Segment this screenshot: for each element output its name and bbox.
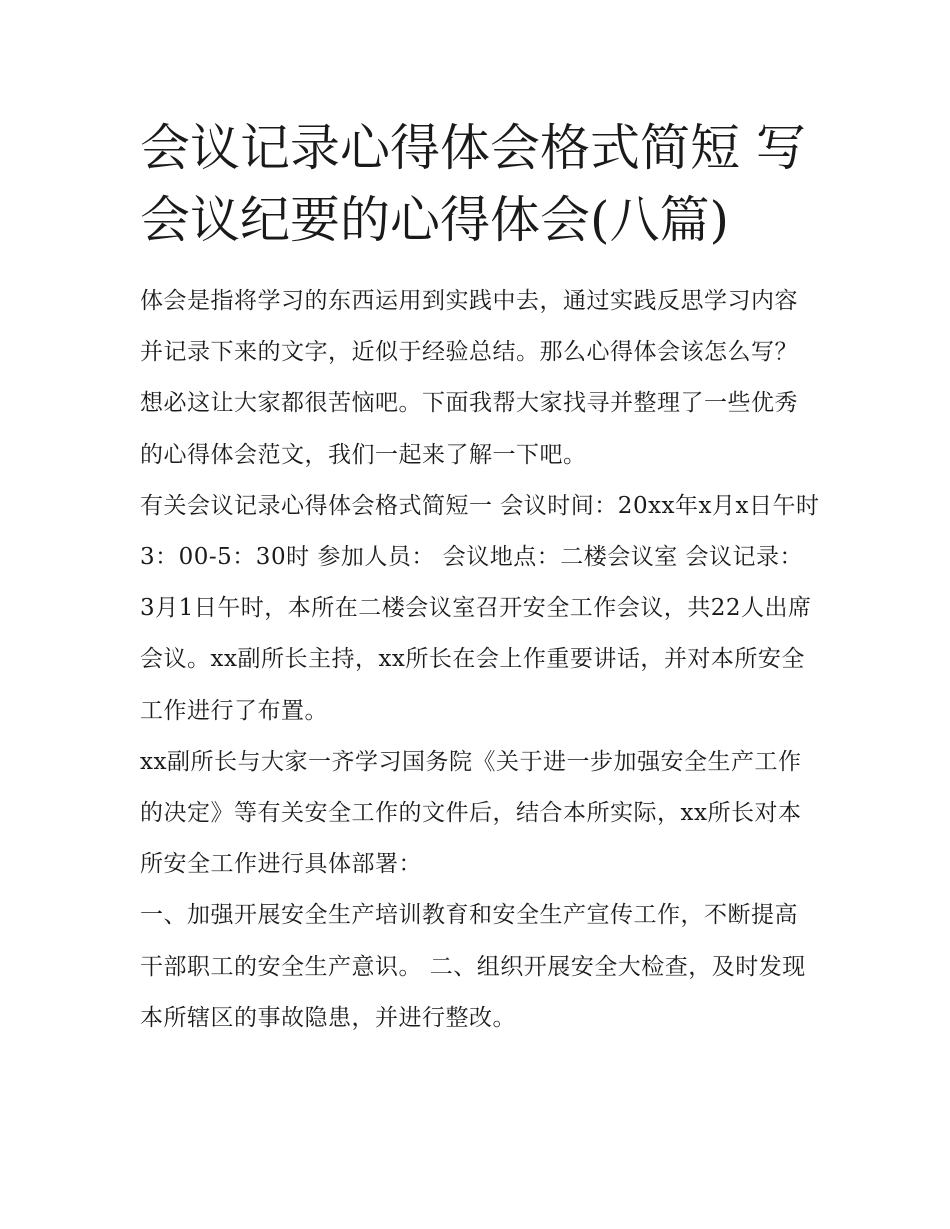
paragraph-intro: 体会是指将学习的东西运用到实践中去，通过实践反思学习内容并记录下来的文字，近似于经验总结。那么心得体会该怎么写？想必这让大家都很苦恼吧。下面我帮大家找寻并整理了一些优秀的心得体会范文，我们一起来了解一下吧。 — [140, 288, 798, 468]
paragraph-action-items: 一、加强开展安全生产培训教育和安全生产宣传工作，不断提高干部职工的安全生产意识。 二、组织开展安全大检查，及时发现本所辖区的事故隐患，并进行整改。 — [140, 902, 806, 1031]
paragraph-study-deployment: xx副所长与大家一齐学习国务院《关于进一步加强安全生产工作的决定》等有关安全工作的文件后，结合本所实际，xx所长对本所安全工作进行具体部署： — [140, 748, 802, 878]
document-body — [140, 276, 820, 1044]
document-title: 会议记录心得体会格式简短 写会议纪要的心得体会(八篇) — [140, 119, 806, 249]
paragraph-meeting-info: 有关会议记录心得体会格式简短一 会议时间：20xx年x月x日午时3：00-5：30时 参加人员： 会议地点：二楼会议室 会议记录： — [140, 492, 820, 571]
paragraph-meeting-summary: 3月1日午时，本所在二楼会议室召开安全工作会议，共22人出席会议。xx副所长主持，xx所长在会上作重要讲话，并对本所安全工作进行了布置。 — [140, 595, 812, 724]
